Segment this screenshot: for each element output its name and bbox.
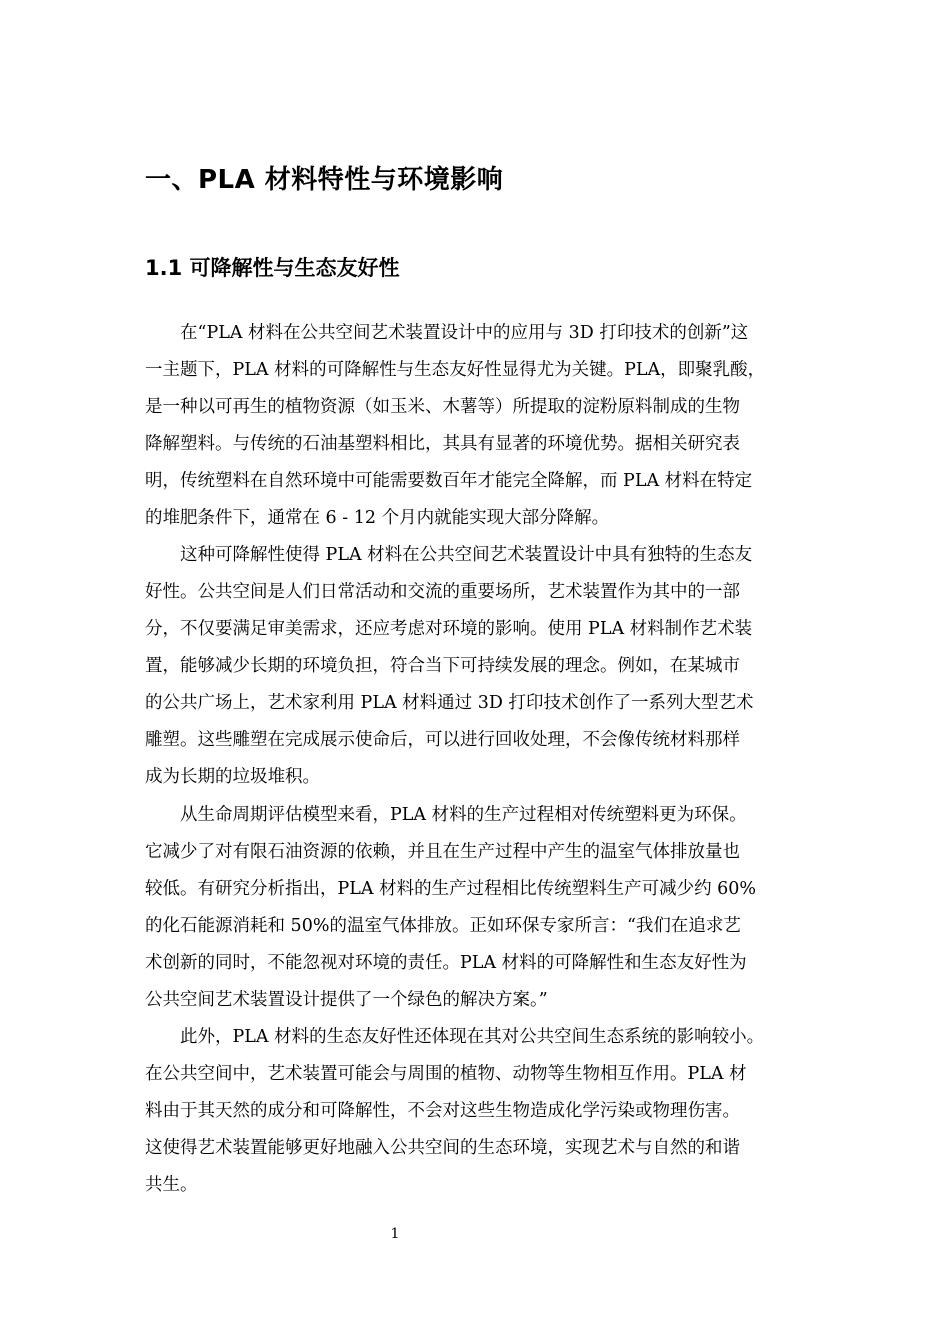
paragraph-3-line-2: 它减少了对有限石油资源的依赖，并且在生产过程中产生的温室气体排放量也 (145, 842, 740, 862)
paragraph-2-line-2: 好性。公共空间是人们日常活动和交流的重要场所，艺术装置作为其中的一部 (145, 582, 740, 602)
subsection-heading: 1.1 可降解性与生态友好性 (145, 256, 400, 280)
paragraph-2-line-1: 这种可降解性使得 PLA 材料在公共空间艺术装置设计中具有独特的生态友 (180, 545, 753, 565)
paragraph-1-line-4: 降解塑料。与传统的石油基塑料相比，其具有显著的环境优势。据相关研究表 (145, 434, 740, 454)
page-number: 1 (390, 1226, 400, 1242)
paragraph-1-line-5: 明，传统塑料在自然环境中可能需要数百年才能完全降解，而 PLA 材料在特定 (145, 471, 753, 491)
paragraph-3-line-4: 的化石能源消耗和 50%的温室气体排放。正如环保专家所言：“我们在追求艺 (145, 916, 741, 936)
paragraph-1-line-1: 在“PLA 材料在公共空间艺术装置设计中的应用与 3D 打印技术的创新”这 (180, 323, 749, 343)
section-heading: 一、PLA 材料特性与环境影响 (145, 165, 504, 195)
paragraph-4-line-3: 料由于其天然的成分和可降解性，不会对这些生物造成化学污染或物理伤害。 (145, 1101, 740, 1121)
paragraph-4-line-5: 共生。 (145, 1175, 198, 1195)
paragraph-2-line-7: 成为长期的垃圾堆积。 (145, 767, 320, 787)
paragraph-1-line-6: 的堆肥条件下，通常在 6 - 12 个月内就能实现大部分降解。 (145, 508, 610, 528)
paragraph-2-line-3: 分，不仅要满足审美需求，还应考虑对环境的影响。使用 PLA 材料制作艺术装 (145, 619, 753, 639)
paragraph-2-line-4: 置，能够减少长期的环境负担，符合当下可持续发展的理念。例如，在某城市 (145, 656, 740, 676)
paragraph-3-line-5: 术创新的同时，不能忽视对环境的责任。PLA 材料的可降解性和生态友好性为 (145, 953, 747, 973)
paragraph-4-line-1: 此外，PLA 材料的生态友好性还体现在其对公共空间生态系统的影响较小。 (180, 1027, 765, 1047)
paragraph-2-line-6: 雕塑。这些雕塑在完成展示使命后，可以进行回收处理，不会像传统材料那样 (145, 730, 740, 750)
paragraph-3-line-3: 较低。有研究分析指出，PLA 材料的生产过程相比传统塑料生产可减少约 60% (145, 879, 757, 899)
paragraph-4-line-2: 在公共空间中，艺术装置可能会与周围的植物、动物等生物相互作用。PLA 材 (145, 1064, 747, 1084)
paragraph-3-line-1: 从生命周期评估模型来看，PLA 材料的生产过程相对传统塑料更为环保。 (180, 805, 747, 825)
paragraph-2-line-5: 的公共广场上，艺术家利用 PLA 材料通过 3D 打印技术创作了一系列大型艺术 (145, 693, 754, 713)
paragraph-1-line-3: 是一种以可再生的植物资源（如玉米、木薯等）所提取的淀粉原料制成的生物 (145, 397, 740, 417)
paragraph-4-line-4: 这使得艺术装置能够更好地融入公共空间的生态环境，实现艺术与自然的和谐 (145, 1138, 740, 1158)
paragraph-3-line-6: 公共空间艺术装置设计提供了一个绿色的解决方案。” (145, 990, 548, 1010)
paragraph-1-line-2: 一主题下，PLA 材料的可降解性与生态友好性显得尤为关键。PLA，即聚乳酸， (145, 360, 766, 380)
